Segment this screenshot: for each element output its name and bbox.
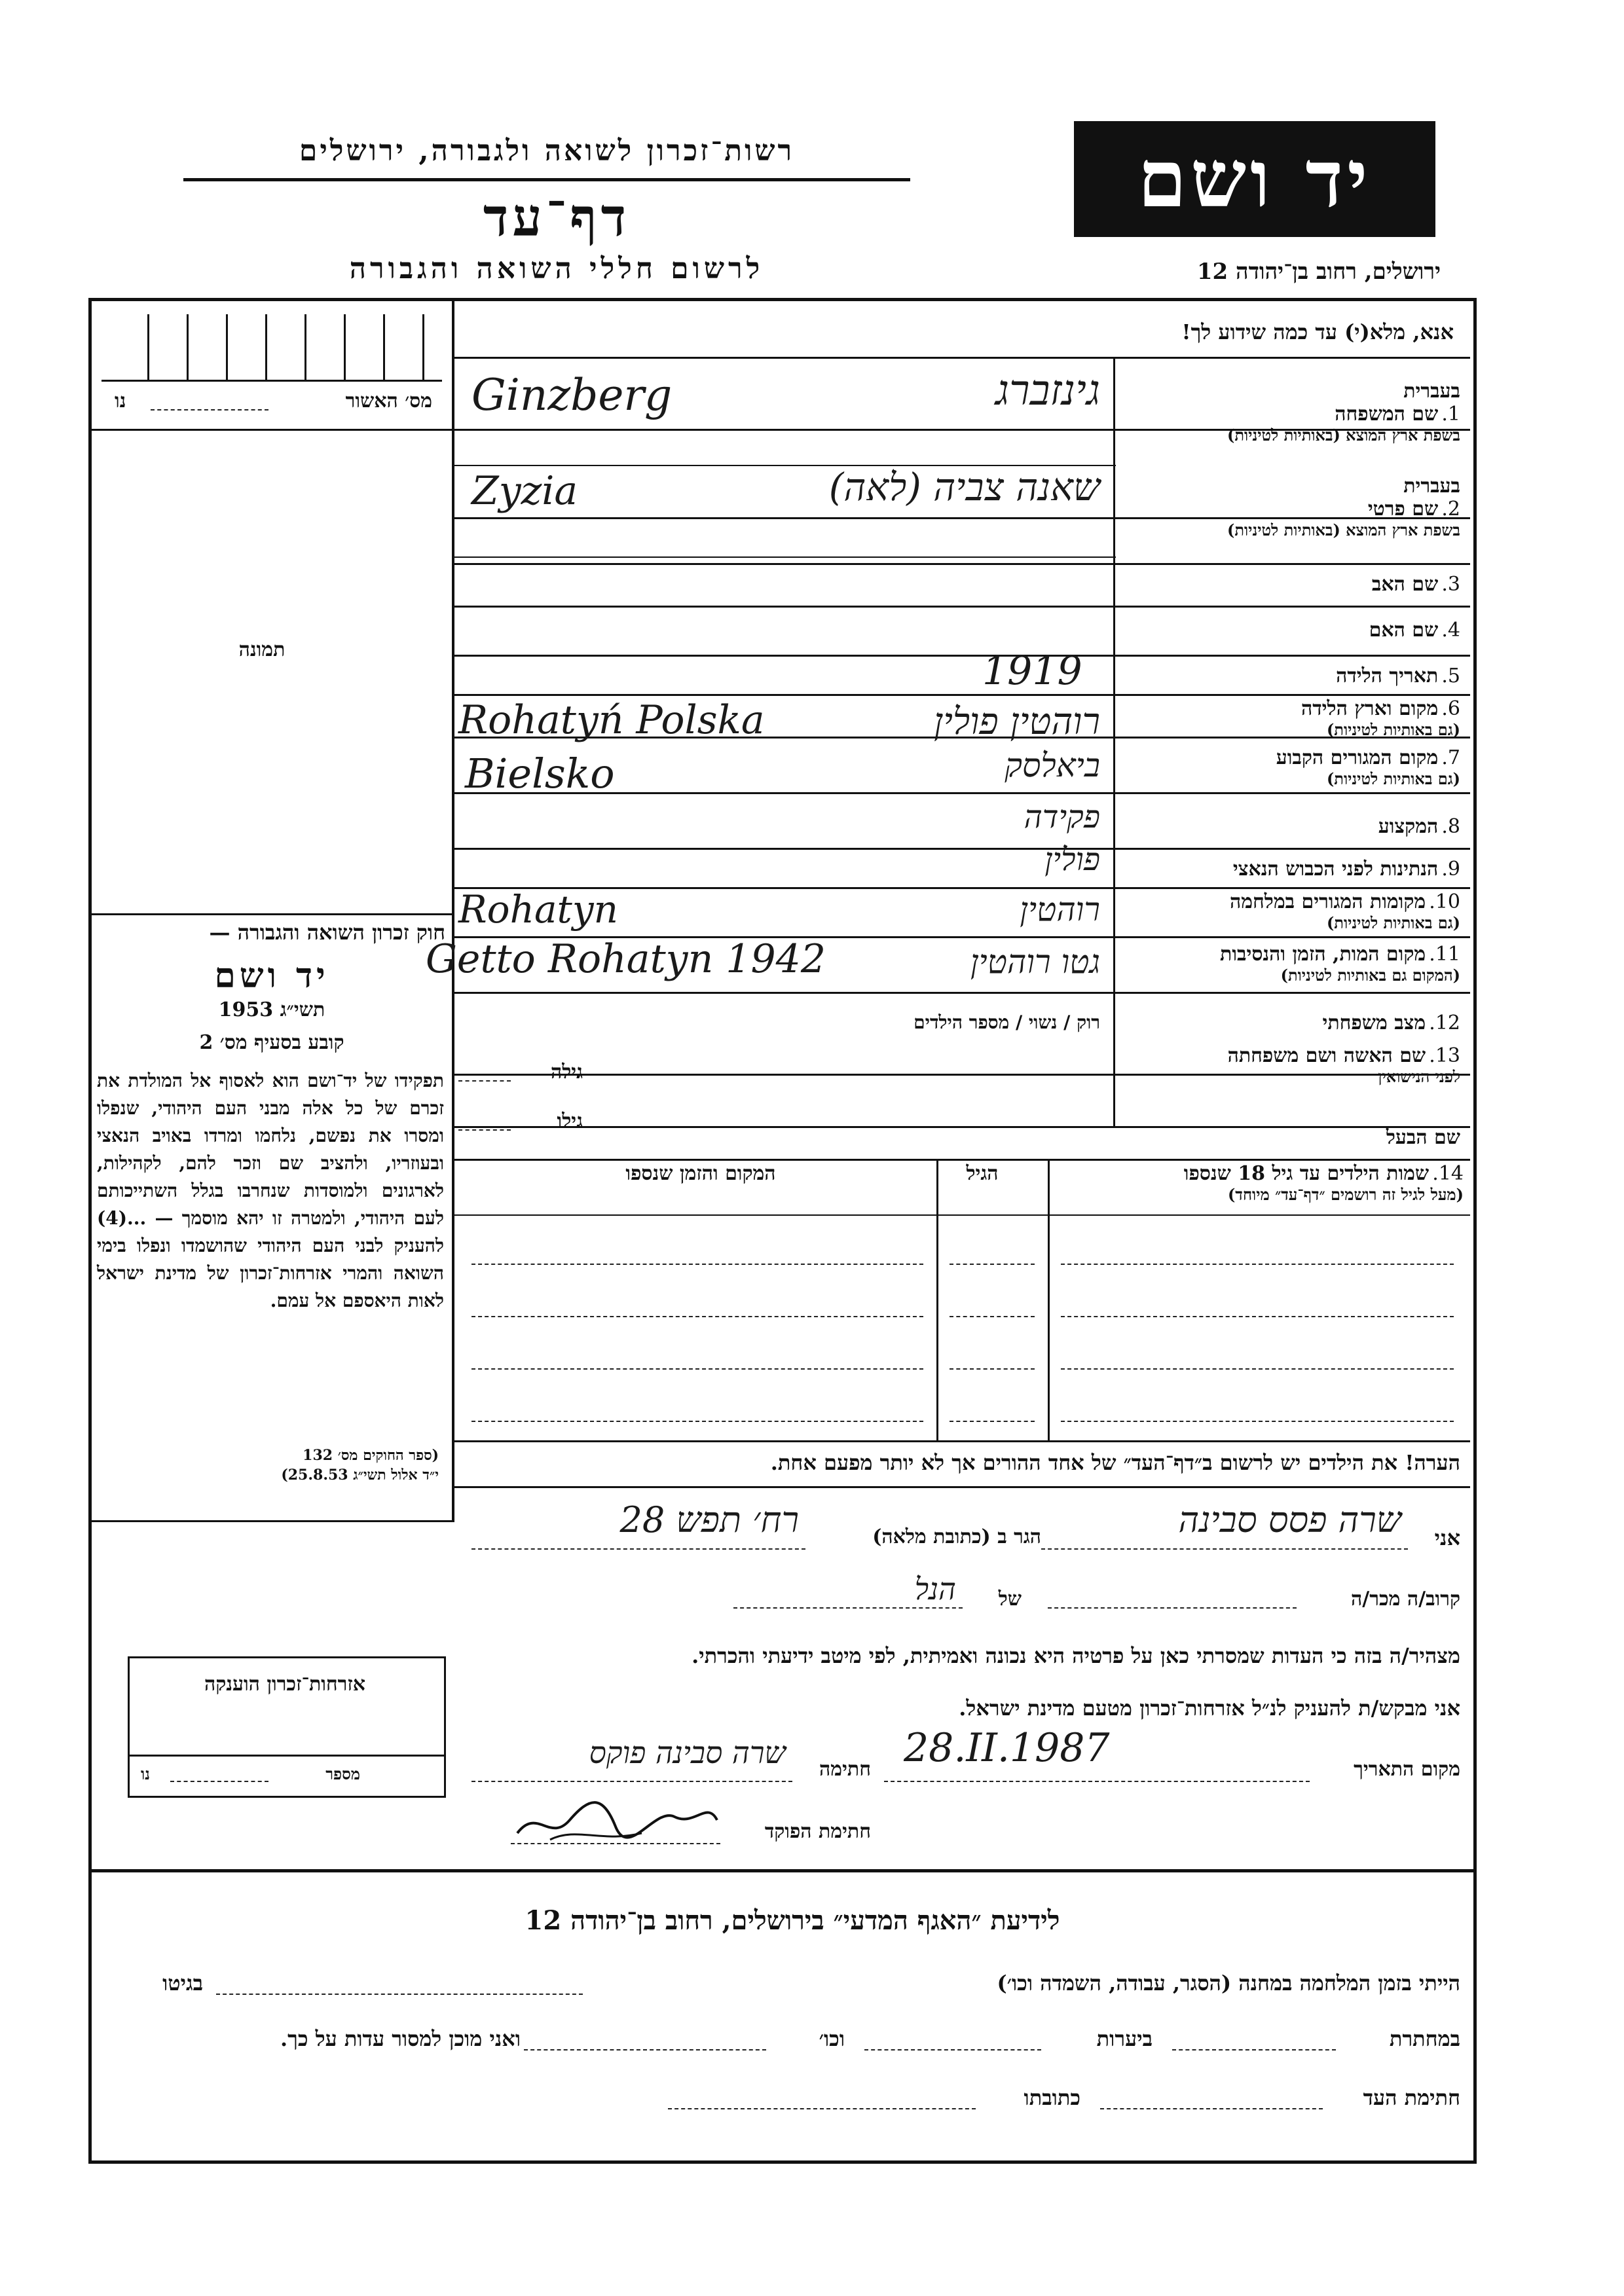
child-row[interactable]: [471, 1421, 923, 1422]
field-first-name: בעברית 2. שם פרטי בשפת ארץ המוצא (באותיות לטיניות): [1227, 475, 1460, 539]
signature-label: חתימה: [819, 1758, 871, 1781]
relation-label: קרוב/ה מכר/ה: [1351, 1588, 1460, 1611]
residence-hebrew-value[interactable]: ביאלסק: [1005, 746, 1100, 784]
photo-label: תמונה: [238, 638, 286, 661]
witness-address-field[interactable]: [668, 2108, 976, 2109]
law-title: חוק זכרון השואה והגבורה —: [209, 920, 445, 945]
cert-title: אזרחות־זכרון הוענקה: [204, 1673, 366, 1696]
field-birth-place: 6. מקום וארץ הלידה (גם באותיות לטיניות): [1301, 697, 1460, 739]
law-name: יד ושם: [214, 956, 329, 996]
address-value[interactable]: רח׳ תפש 28: [619, 1499, 799, 1540]
camp-field[interactable]: [216, 1994, 583, 1995]
field-death-place: 11. מקום המות, הזמן והנסיבות (המקום גם באותיות לטיניות): [1220, 943, 1460, 985]
relation-field[interactable]: [1048, 1607, 1297, 1609]
birth-place-latin-value[interactable]: Rohatyń Polska: [458, 697, 765, 743]
child-row[interactable]: [471, 1316, 923, 1317]
cert-number-suffix: נו: [141, 1764, 150, 1783]
first-name-latin-value[interactable]: Zyzia: [471, 468, 578, 514]
footer-ghetto-label: בגיטו: [162, 1971, 203, 1995]
cert-number-label: מספר: [325, 1764, 360, 1783]
field-marital-status: 12. מצב משפחתי: [1322, 1011, 1460, 1034]
birth-date-value[interactable]: 1919: [982, 648, 1082, 694]
of-label: של: [998, 1588, 1022, 1611]
field-residence: 7. מקום המגורים הקבוע (גם באותיות לטיניות): [1276, 746, 1460, 788]
law-year: תשי״ג 1953: [218, 998, 325, 1021]
date-value[interactable]: 28.II.1987: [904, 1725, 1110, 1771]
children-age-header: הגיל: [966, 1162, 999, 1185]
approval-ticks: [101, 314, 442, 382]
authority-title: רשות־זכרון לשואה ולגבורה, ירושלים: [299, 134, 795, 168]
husband-age-field[interactable]: [458, 1129, 511, 1131]
child-row[interactable]: [471, 1368, 923, 1370]
field-wife-name: 13. שם האשה ושם משפחתה לפני הנישואין: [1227, 1044, 1460, 1086]
request-text: אני מבקש/ת להעניק לנ״ל אזרחות־זכרון מטעם מדינת ישראל.: [959, 1696, 1460, 1721]
husband-age-label: גילו: [557, 1110, 583, 1133]
intro-text: אנא, מלא(י) עד כמה שידוע לך!: [1181, 319, 1454, 344]
footer-underground-label: במחתרת: [1389, 2026, 1460, 2051]
place-date-label: מקום התאריך: [1354, 1758, 1460, 1781]
signature-value[interactable]: שרה סבינה פוקס: [589, 1735, 786, 1770]
footer-line1: הייתי בזמן המלחמה במחנה (הסגר, עבודה, השמדה וכו׳): [997, 1971, 1460, 1995]
authority-rule: [183, 178, 910, 181]
relation-value[interactable]: הנל: [914, 1571, 956, 1607]
resident-label: הגר ב (כתובת מלאה): [872, 1525, 1041, 1548]
wartime-residence-latin-value[interactable]: Rohatyn: [458, 887, 618, 932]
footer-forests-label: ביערות: [1096, 2026, 1153, 2051]
address: ירושלים, רחוב בן־יהודה 12: [1196, 259, 1441, 285]
law-source: (ספר החוקים מס׳ 132: [303, 1447, 439, 1464]
residence-latin-value[interactable]: Bielsko: [465, 750, 615, 797]
signer-name-value[interactable]: שרה פסס סבינה: [1178, 1499, 1401, 1540]
footer-testimony-text: ואני מוכן למסור עדות על כך.: [280, 2026, 521, 2051]
wife-age-label: גילה: [550, 1061, 583, 1084]
official-signature-label: חתימת הפוקד: [764, 1820, 871, 1843]
footer-title: לידיעת ״האגף המדעי״ בירושלים, רחוב בן־יהודה 12: [525, 1905, 1060, 1936]
child-row[interactable]: [471, 1264, 923, 1265]
birth-place-hebrew-value[interactable]: רוהטין פולין: [933, 701, 1100, 743]
footer-witness-signature-label: חתימת העד: [1363, 2085, 1460, 2110]
footer-address-label: כתובתו: [1024, 2085, 1080, 2110]
field-mother-name: 4. שם האם: [1369, 619, 1460, 642]
statement-text: מצהיר/ה בזה כי העדות שמסרתי כאן על פרטיה היא נכונה ואמיתית, לפי מיטב ידיעתי והכרתי.: [692, 1643, 1460, 1668]
law-clause: קובע בסעיף מס׳ 2: [199, 1031, 344, 1054]
sidebar-divider: [452, 298, 454, 1522]
field-birth-date: 5. תאריך הלידה: [1336, 665, 1460, 687]
field-family-name: בעברית 1. שם המשפחה בשפת ארץ המוצא (באותיות לטיניות): [1227, 380, 1460, 445]
wartime-residence-hebrew-value[interactable]: רוהטין: [1020, 890, 1100, 928]
cert-number-field[interactable]: [170, 1781, 268, 1782]
form-subtitle: לרשום חללי השואה והגבורה: [349, 252, 764, 285]
field-occupation: 8. המקצוע: [1378, 815, 1460, 838]
occupation-value[interactable]: פקידה: [1024, 799, 1100, 835]
marital-status-options[interactable]: רוק / נשוי / מספר הילדים: [913, 1011, 1100, 1033]
approval-label: מס׳ האשור: [345, 390, 432, 412]
children-place-header: המקום והזמן שנספו: [625, 1162, 776, 1185]
field-nationality: 9. הנתינות לפני הכבוש הנאצי: [1232, 858, 1460, 881]
family-name-hebrew-value[interactable]: גינזברג: [995, 367, 1100, 415]
first-name-hebrew-value[interactable]: שאנה צביה (לאה): [828, 465, 1100, 509]
death-place-latin-value[interactable]: Getto Rohatyn 1942: [426, 936, 826, 982]
approval-suffix: נו: [115, 390, 126, 412]
law-text: תפקידו של יד־ושם הוא לאסוף אל המולדת את זכרם של כל אלה מבני העם היהודי, שנפלו ומסרו את נפשם, נלחמו ומרדו באויב הנאצי ובעוזריו, ולהציב שם וזכר להם, לקהילות, לארגונים ולמוסדות שנחרבו בגלל השתייכותם לעם היהודי, ולמטרה זו יהא מוסמך — ...(4) להעניק לבני העם היהודי שהושמדו ונפלו בימי השואה והמרי אזרחות־זכרון של מדינת ישראל לאות היאספם אל עמם.: [97, 1070, 444, 1311]
footer-etc-label: וכו׳: [819, 2026, 845, 2051]
note-text: הערה! את הילדים יש לרשום ב״דף־העד״ של אחד ההורים אך לא יותר מפעם אחת.: [770, 1450, 1460, 1475]
field-wartime-residence: 10. מקומות המגורים במלחמה (גם באותיות לטיניות): [1230, 890, 1460, 932]
children-header: 14. שמות הילדים עד גיל 18 שנספו (מעל לגיל זה רושמים ״דף־עד״ מיוחד): [1183, 1162, 1464, 1204]
official-signature-icon: [511, 1781, 720, 1846]
field-father-name: 3. שם האב: [1371, 573, 1460, 596]
nationality-value[interactable]: פולין: [1044, 841, 1100, 878]
declaration-i-label: אני: [1434, 1525, 1460, 1550]
label-column-divider: [1113, 357, 1115, 1126]
wife-age-field[interactable]: [458, 1080, 511, 1082]
law-source-date: י״ד אלול תשי״ג 25.8.53): [281, 1467, 439, 1484]
family-name-latin-value[interactable]: Ginzberg: [471, 370, 673, 420]
field-husband-name: שם הבעל: [1386, 1126, 1460, 1149]
yad-vashem-logo: יד ושם: [1074, 121, 1435, 237]
approval-field[interactable]: [151, 409, 268, 410]
death-place-hebrew-value[interactable]: גטו רוהטין: [970, 943, 1100, 981]
witness-signature-field[interactable]: [1100, 2108, 1323, 2109]
form-title: דף־עד: [483, 187, 631, 248]
